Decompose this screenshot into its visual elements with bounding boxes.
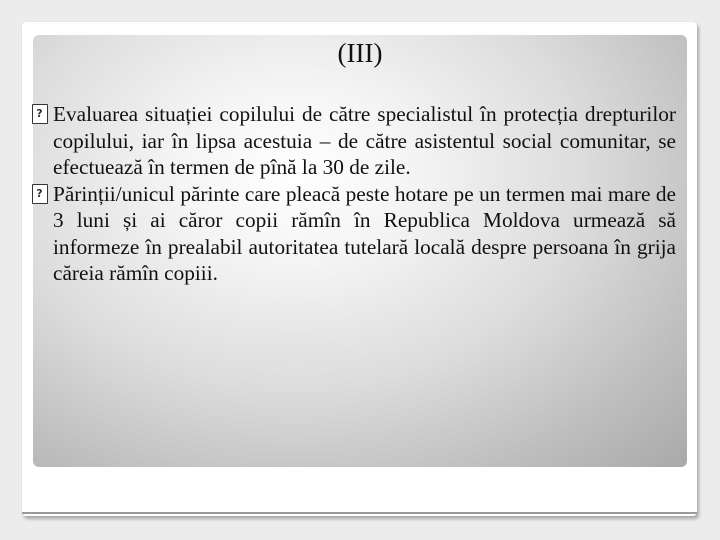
bullet-item-parents [32, 181, 676, 287]
bullet-item-evaluation [32, 101, 676, 181]
slide-title: (III) [337, 38, 383, 68]
missing-glyph-icon [32, 184, 48, 204]
bullet-text-evaluation: Evaluarea situației copilului de către specialistul în protecția drepturilor copilului, iar în lipsa acestuia – de către asistentul social comunitar, se efectuează în termen de pînă la 30 de zile. [53, 102, 676, 179]
slide-bottom-divider [22, 512, 697, 514]
missing-glyph-icon [32, 104, 48, 124]
bullet-list [32, 101, 676, 287]
bullet-text-parents: Părinții/unicul părinte care pleacă peste hotare pe un termen mai mare de 3 luni și ai căror copii rămîn în Republica Moldova urmează să informeze în prealabil autoritatea tutelară locală despre persoana în grija căreia rămîn copiii. [53, 181, 676, 285]
